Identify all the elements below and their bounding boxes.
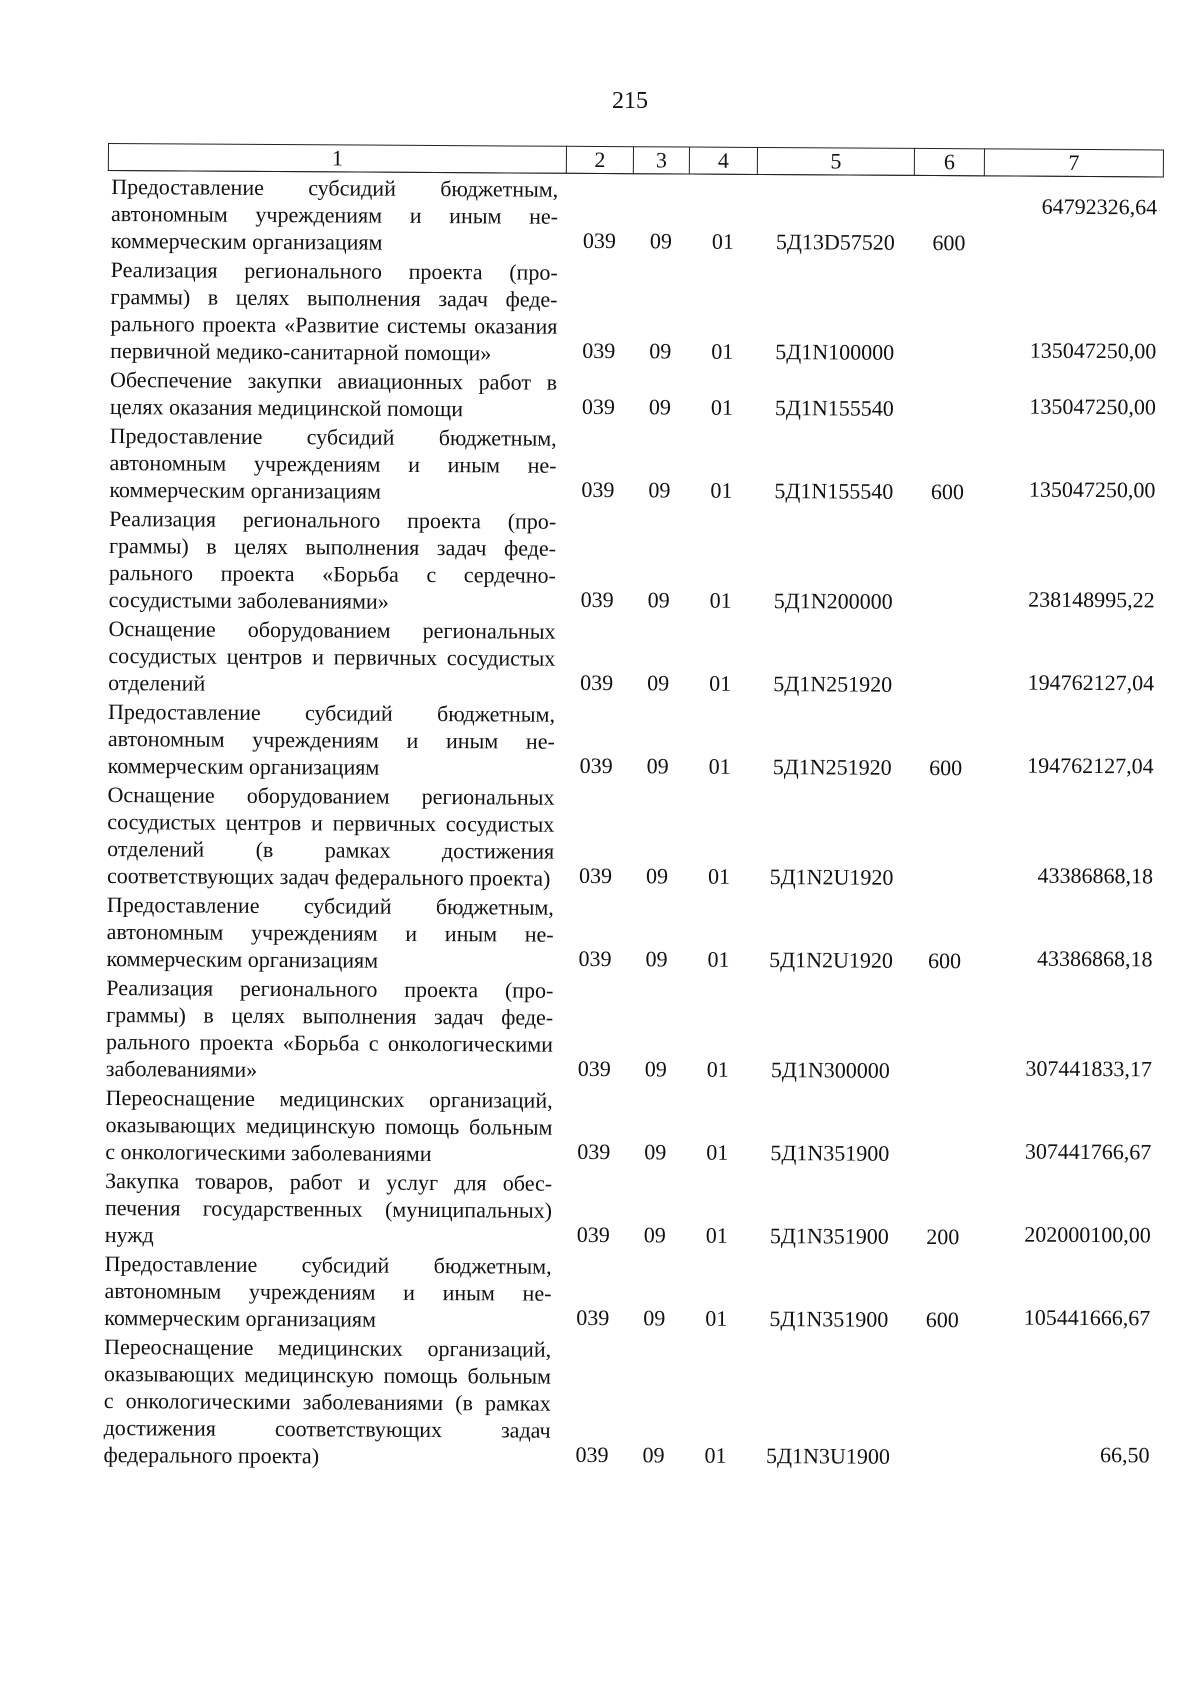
cell-section-code: 09 [645,946,668,972]
table-row [100,1331,1156,1474]
cell-expense-type: 600 [932,230,966,256]
cell-section-code: 09 [644,1056,667,1082]
cell-subsection-code: 01 [710,394,733,420]
cell-section-code: 09 [643,1305,666,1331]
amount-value: 194762127,04 [1027,669,1155,696]
cell-expense-type [910,784,981,894]
cell-amount [979,977,1159,1088]
cell-ministry-code: 039 [581,476,615,503]
cell-ministry-code: 039 [578,862,613,889]
amount-value: 202000100,00 [1024,1221,1151,1248]
table-row [104,779,1160,895]
cell-expense-type: 600 [927,948,962,974]
cell-ministry-code: 039 [578,945,612,972]
cell-amount [981,618,1161,702]
row-description: Реализация регионального проекта (программы) в целях выполнения задач федерального проекта «Борьба с онкологическими заболеваниями» [105,975,554,1082]
column-header-2: 2 [566,146,633,173]
cell-ministry-code: 039 [579,752,613,779]
cell-ministry-code: 039 [576,1304,610,1331]
row-description: Предоставление субсидий бюджетным, автономным учреждениям и иным некоммерческим организациям [107,699,556,780]
cell-ministry-code: 039 [575,1441,609,1468]
cell-target-article: 5Д1N300000 [770,1057,890,1083]
cell-subsection-code: 01 [704,1442,727,1468]
column-header-7: 7 [984,149,1163,177]
cell-subsection-code: 01 [706,1056,729,1082]
amount-value: 105441666,67 [1023,1304,1151,1331]
cell-section-code: 09 [647,587,670,613]
table-row [103,972,1159,1088]
cell-amount [983,259,1163,370]
cell-target-article: 5Д1N2U1920 [769,864,894,890]
cell-amount [982,508,1162,619]
cell-ministry-code: 039 [577,1138,611,1165]
amount-value: 43386868,18 [1037,862,1154,889]
amount-value: 307441833,17 [1025,1055,1152,1082]
cell-ministry-code: 039 [582,227,616,254]
table-row [102,1165,1157,1254]
amount-value: 43386868,18 [1036,945,1153,972]
cell-ministry-code: 039 [581,393,615,420]
table-row [101,1248,1156,1337]
cell-expense-type: 600 [925,1307,959,1333]
cell-amount [979,894,1159,978]
cell-amount [978,1170,1158,1254]
cell-expense-type: 200 [926,1224,960,1250]
amount-value: 135047250,00 [1029,337,1157,364]
row-description: Предоставление субсидий бюджетным, автономным учреждениям и иным некоммерческим организациям [106,892,554,973]
page-number: 215 [612,88,648,114]
cell-target-article: 5Д1N200000 [773,588,893,614]
cell-expense-type [913,369,983,425]
cell-subsection-code: 01 [705,1305,728,1331]
column-header-1: 1 [108,144,566,174]
cell-section-code: 09 [642,1442,665,1468]
cell-expense-type [908,1087,979,1170]
row-description: Переоснащение медицинских организаций, оказывающих медицинскую помощь больным с онкологическими заболеваниями [105,1085,553,1166]
cell-subsection-code: 01 [711,338,734,364]
cell-expense-type [906,1336,977,1473]
amount-value: 307441766,67 [1024,1138,1152,1165]
cell-section-code: 09 [644,1139,667,1165]
cell-amount [980,784,1160,895]
cell-section-code: 09 [643,1222,666,1248]
cell-subsection-code: 01 [711,228,734,254]
cell-section-code: 09 [648,477,671,503]
cell-expense-type [909,977,980,1087]
cell-amount [981,701,1161,785]
amount-value: 194762127,04 [1027,752,1154,779]
cell-subsection-code: 01 [709,670,732,696]
row-description: Предоставление субсидий бюджетным, автономным учреждениям и иным некоммерческим организациям [104,1251,552,1332]
column-header-3: 3 [633,147,689,174]
table-row [108,171,1163,261]
table-row [103,889,1158,978]
cell-target-article: 5Д1N351900 [769,1306,889,1332]
cell-section-code: 09 [645,863,669,889]
cell-subsection-code: 01 [705,1222,728,1248]
budget-table [100,143,1164,1474]
cell-amount [978,1087,1158,1171]
cell-amount [976,1336,1156,1474]
cell-amount [977,1253,1157,1337]
cell-ministry-code: 039 [576,1221,610,1248]
column-header-4: 4 [689,147,757,174]
cell-section-code: 09 [647,670,670,696]
cell-subsection-code: 01 [707,863,731,889]
cell-amount [982,425,1162,509]
cell-expense-type [912,508,983,618]
cell-amount [983,369,1162,426]
cell-subsection-code: 01 [708,753,731,779]
cell-section-code: 09 [648,394,671,420]
cell-expense-type [911,618,982,701]
row-description: Предоставление субсидий бюджетным, автономным учреждениям и иным некоммерческим организациям [109,423,557,504]
cell-subsection-code: 01 [710,477,733,503]
table-row [107,364,1162,426]
cell-subsection-code: 01 [707,946,730,972]
amount-value: 64792326,64 [1041,193,1158,220]
row-description: Реализация регионального проекта (программы) в целях выполнения задач федерального проекта «Борьба с сердечно-сосудистыми заболеваниями» [108,506,557,614]
cell-ministry-code: 039 [582,337,616,364]
column-header-5: 5 [757,147,914,175]
cell-target-article: 5Д1N351900 [770,1140,890,1166]
cell-target-article: 5Д13D57520 [775,229,895,255]
row-description: Переоснащение медицинских организаций, оказывающих медицинскую помощь больным с онкологическими заболеваниями (в рамках достижения соответствующих задач федерального проекта) [103,1333,552,1469]
cell-ministry-code: 039 [580,586,614,613]
cell-target-article: 5Д1N2U1920 [769,947,893,973]
cell-amount [984,176,1164,261]
table-row [106,420,1161,509]
cell-target-article: 5Д1N251920 [773,671,893,697]
cell-section-code: 09 [649,338,672,364]
cell-expense-type: 600 [930,479,964,505]
row-description: Закупка товаров, работ и услуг для обеспечения государственных (муниципальных) нужд [104,1168,553,1248]
cell-target-article: 5Д1N100000 [775,339,895,365]
row-description: Предоставление субсидий бюджетным, автономным учреждениям и иным некоммерческим организациям [110,174,559,255]
cell-expense-type [913,259,984,369]
cell-target-article: 5Д1N251920 [772,754,892,780]
row-description: Реализация регионального проекта (программы) в целях выполнения задач федерального проекта «Развитие системы оказания первичной медико-санитарной помощи» [110,257,558,366]
cell-section-code: 09 [649,228,672,254]
budget-table-wrapper [100,143,1163,1474]
cell-ministry-code: 039 [577,1055,611,1082]
cell-target-article: 5Д1N155540 [774,478,894,504]
cell-ministry-code: 039 [580,669,614,696]
cell-target-article: 5Д1N155540 [774,395,894,421]
amount-value: 135047250,00 [1029,393,1156,420]
amount-value: 238148995,22 [1028,586,1155,613]
amount-value: 66,50 [1099,1442,1150,1468]
cell-target-article: 5Д1N3U1900 [766,1443,890,1469]
table-body [100,171,1163,1475]
amount-value: 135047250,00 [1028,476,1156,503]
cell-target-article: 5Д1N351900 [769,1223,889,1249]
cell-expense-type: 600 [929,755,963,781]
row-description: Оснащение оборудованием региональных сосудистых центров и первичных сосудистых отделений [108,616,556,696]
table-row [102,1082,1157,1171]
table-row [106,503,1162,619]
table-row [107,254,1163,370]
row-description: Оснащение оборудованием региональных сосудистых центров и первичных сосудистых отделений (в рамках достижения соответствующих задач федерального проекта) [106,782,555,891]
cell-section-code: 09 [646,753,669,779]
column-header-6: 6 [914,148,984,175]
table-row [105,613,1160,702]
table-row [105,696,1160,785]
row-description: Обеспечение закупки авиационных работ в целях оказания медицинской помощи [109,367,558,422]
cell-subsection-code: 01 [706,1139,729,1165]
cell-subsection-code: 01 [709,587,732,613]
